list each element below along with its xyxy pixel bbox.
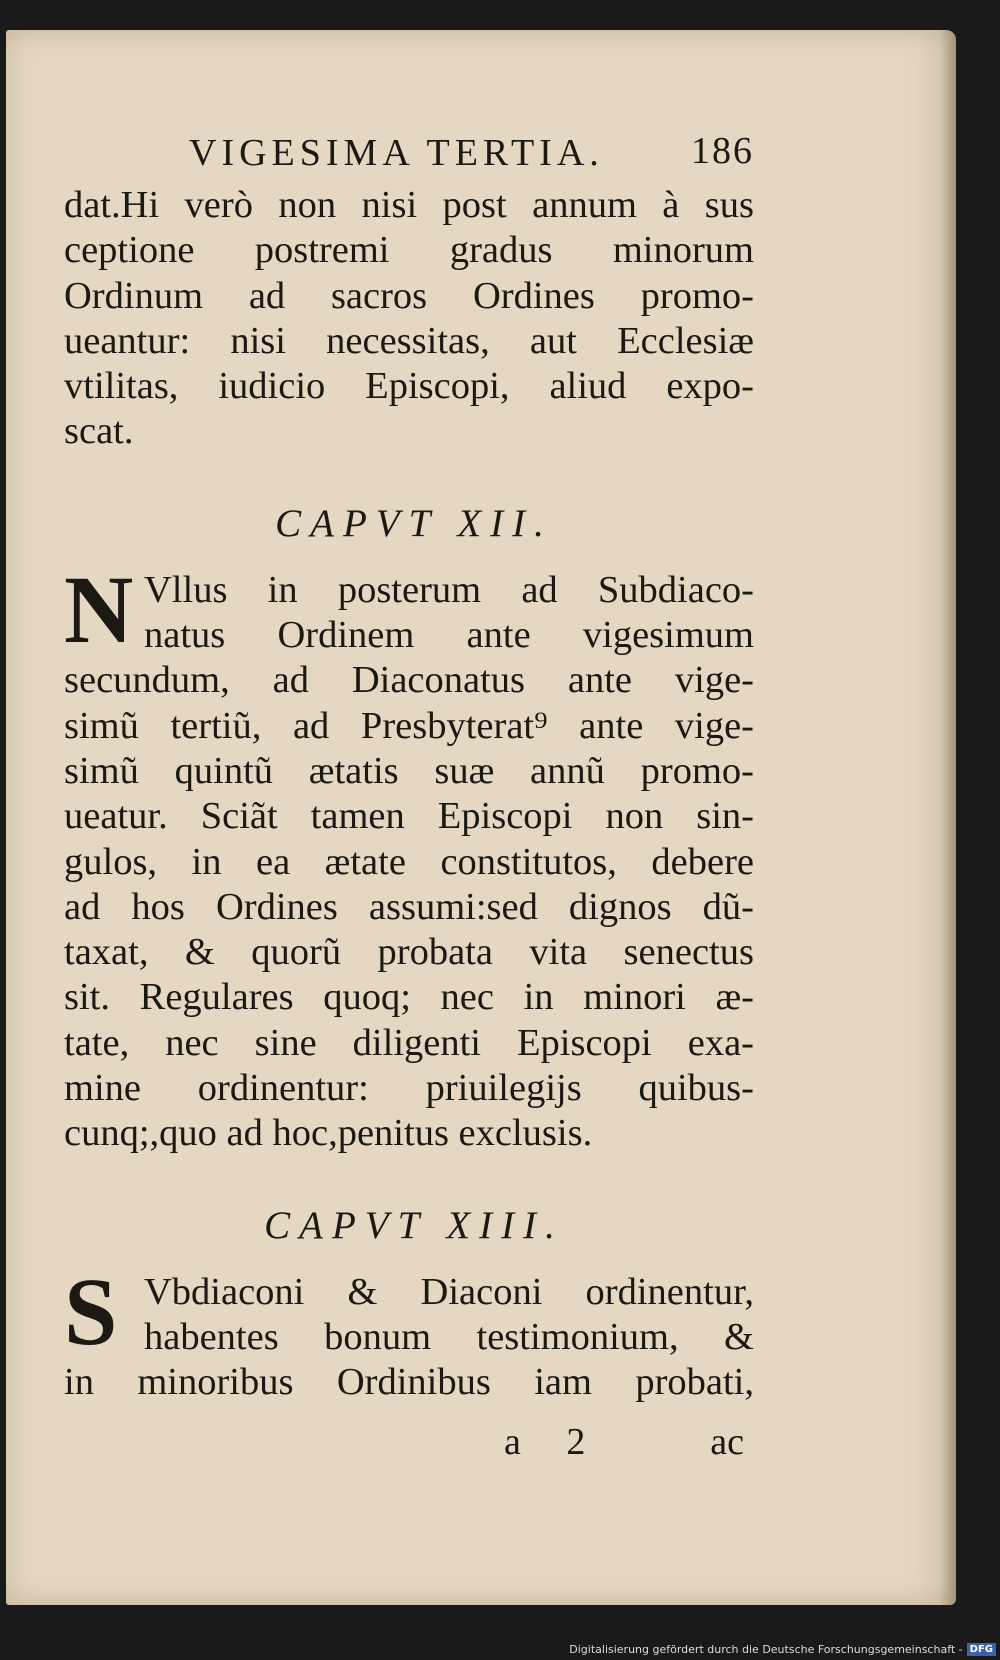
text-line: simũ tertiũ, ad Presbyterat⁹ ante vige- — [64, 704, 754, 747]
chapter-heading-13: CAPVT XIII. — [264, 1203, 564, 1247]
text-line: tate, nec sine diligenti Episcopi exa- — [64, 1021, 754, 1064]
text-block — [64, 125, 754, 1472]
text-line: Vllus in posterum ad Subdiaco- — [144, 568, 754, 611]
signature-mark: a 2 — [504, 1420, 604, 1463]
text-line: ueatur. Sciãt tamen Episcopi non sin- — [64, 795, 754, 838]
text-line: dat.Hi verò non nisi post annum à sus — [64, 184, 754, 226]
digitization-footer — [569, 1638, 996, 1660]
text-line: vtilitas, iudicio Episcopi, aliud expo- — [64, 365, 754, 408]
footer-credit: Digitalisierung gefördert durch die Deutsche Forschungsgemeinschaft - — [569, 1642, 963, 1656]
intro-paragraph — [64, 183, 754, 455]
text-line: mine ordinentur: priuilegijs quibus- — [64, 1067, 754, 1110]
text-line: simũ quintũ ætatis suæ annũ promo- — [64, 749, 754, 792]
text-line: scat. — [64, 410, 134, 453]
text-line: cunq;,quo ad hoc,penitus exclusis. — [64, 1112, 593, 1155]
text-line: ad hos Ordines assumi:sed dignos dũ- — [64, 885, 754, 928]
catchword: ac — [710, 1420, 744, 1463]
signature-line — [64, 1412, 754, 1472]
chapter-13-paragraph — [64, 1257, 754, 1406]
running-head — [64, 125, 754, 183]
text-line: ueantur: nisi necessitas, aut Ecclesiæ — [64, 319, 754, 362]
drop-cap-initial: S — [64, 1257, 118, 1365]
text-line: ceptione postremi gradus minorum — [64, 229, 754, 272]
running-title: VIGESIMA TERTIA. — [189, 132, 604, 174]
text-line: Vbdiaconi & Diaconi ordinentur, — [144, 1270, 754, 1313]
text-line: in minoribus Ordinibus iam probati, — [64, 1361, 754, 1404]
drop-cap-initial: N — [64, 555, 134, 663]
text-line: Ordinum ad sacros Ordines promo- — [64, 274, 754, 317]
text-line: gulos, in ea ætate constitutos, debere — [64, 840, 754, 883]
text-line: habentes bonum testimonium, & — [144, 1315, 754, 1358]
text-line: taxat, & quorũ probata vita senectus — [64, 931, 754, 974]
text-line: natus Ordinem ante vigesimum — [144, 614, 754, 657]
text-line: sit. Regulares quoq; nec in minori æ- — [64, 976, 754, 1019]
page-number: 186 — [691, 130, 754, 172]
chapter-heading-12: CAPVT XII. — [275, 501, 553, 545]
dfg-logo: DFG — [967, 1643, 996, 1656]
text-line: secundum, ad Diaconatus ante vige- — [64, 659, 754, 702]
chapter-12-paragraph — [64, 555, 754, 1157]
book-page — [6, 30, 956, 1605]
